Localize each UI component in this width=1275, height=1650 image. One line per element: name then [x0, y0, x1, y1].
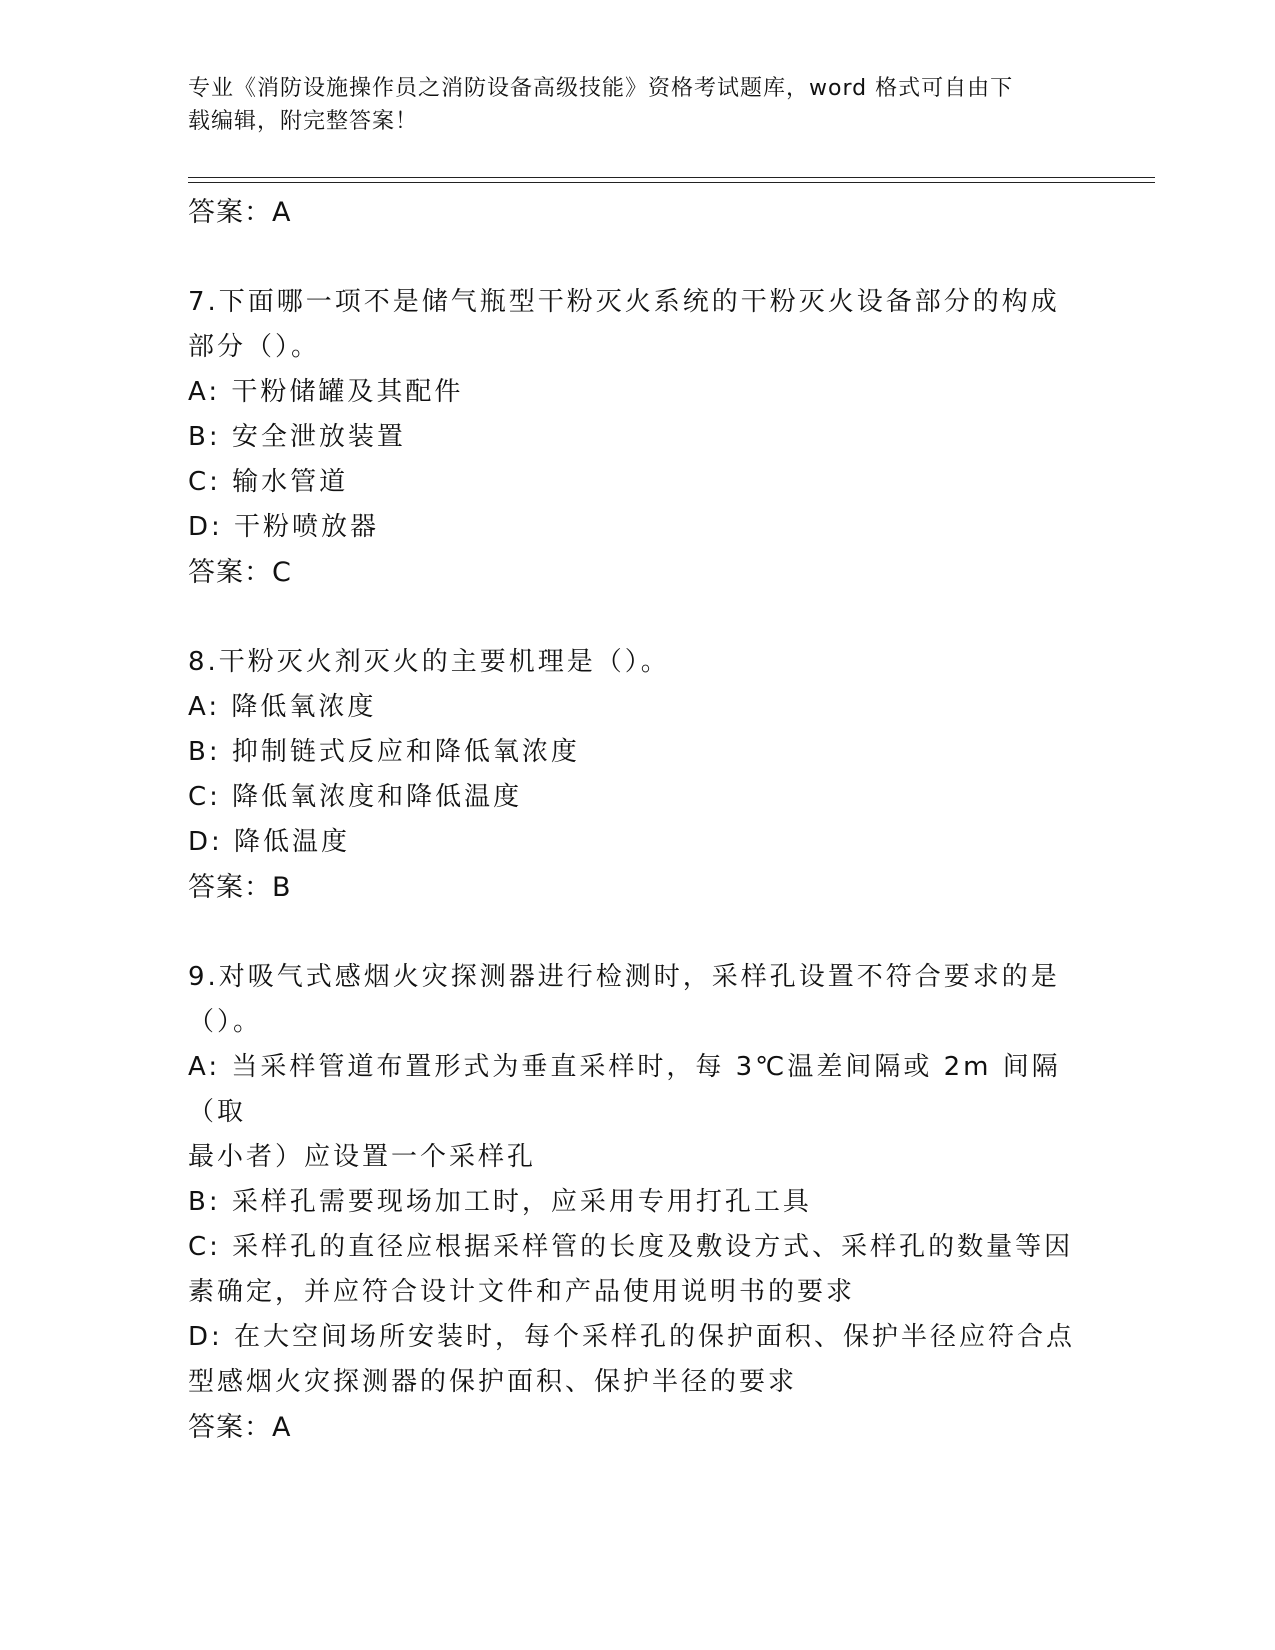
option-c-continued: 素确定，并应符合设计文件和产品使用说明书的要求 — [188, 1277, 856, 1307]
option-d: D: 降低温度 — [188, 827, 351, 857]
header-line-2: 载编辑，附完整答案！ — [188, 109, 419, 134]
option-c: C: 采样孔的直径应根据采样管的长度及敷设方式、采样孔的数量等因 — [188, 1232, 1074, 1262]
option-b: B: 抑制链式反应和降低氧浓度 — [188, 737, 580, 767]
option-c: C: 降低氧浓度和降低温度 — [188, 782, 523, 812]
option-a: A: 当采样管道布置形式为垂直采样时，每 3℃温差间隔或 2m 间隔（取 — [188, 1052, 1061, 1127]
question-9 — [188, 955, 1088, 1450]
answer: 答案：B — [188, 872, 292, 903]
question-text-line: 部分（）。 — [188, 332, 321, 362]
question-7 — [188, 280, 1088, 595]
header-divider — [188, 177, 1155, 178]
option-d-continued: 型感烟火灾探测器的保护面积、保护半径的要求 — [188, 1367, 798, 1397]
option-c: C: 输水管道 — [188, 467, 349, 497]
answer: 答案：A — [188, 1412, 292, 1443]
option-b: B: 安全泄放装置 — [188, 422, 406, 452]
option-a: A: 降低氧浓度 — [188, 692, 377, 722]
question-text-line: （）。 — [188, 1007, 263, 1037]
question-text-line: 7.下面哪一项不是储气瓶型干粉灭火系统的干粉灭火设备部分的构成 — [188, 287, 1060, 317]
previous-answer: 答案：A — [188, 197, 292, 228]
answer: 答案：C — [188, 557, 292, 588]
question-text-line: 9.对吸气式感烟火灾探测器进行检测时，采样孔设置不符合要求的是 — [188, 962, 1060, 992]
option-b: B: 采样孔需要现场加工时，应采用专用打孔工具 — [188, 1187, 812, 1217]
question-list — [188, 190, 1088, 1450]
header-line-1: 专业《消防设施操作员之消防设备高级技能》资格考试题库，word 格式可自由下 — [188, 76, 1014, 101]
option-a-continued: 最小者）应设置一个采样孔 — [188, 1142, 537, 1172]
header-divider-double — [188, 182, 1155, 183]
option-d: D: 干粉喷放器 — [188, 512, 380, 542]
question-text-line: 8.干粉灭火剂灭火的主要机理是（）。 — [188, 647, 670, 677]
question-8 — [188, 640, 1088, 910]
option-a: A: 干粉储罐及其配件 — [188, 377, 464, 407]
option-d: D: 在大空间场所安装时，每个采样孔的保护面积、保护半径应符合点 — [188, 1322, 1076, 1352]
document-header — [188, 72, 1068, 138]
